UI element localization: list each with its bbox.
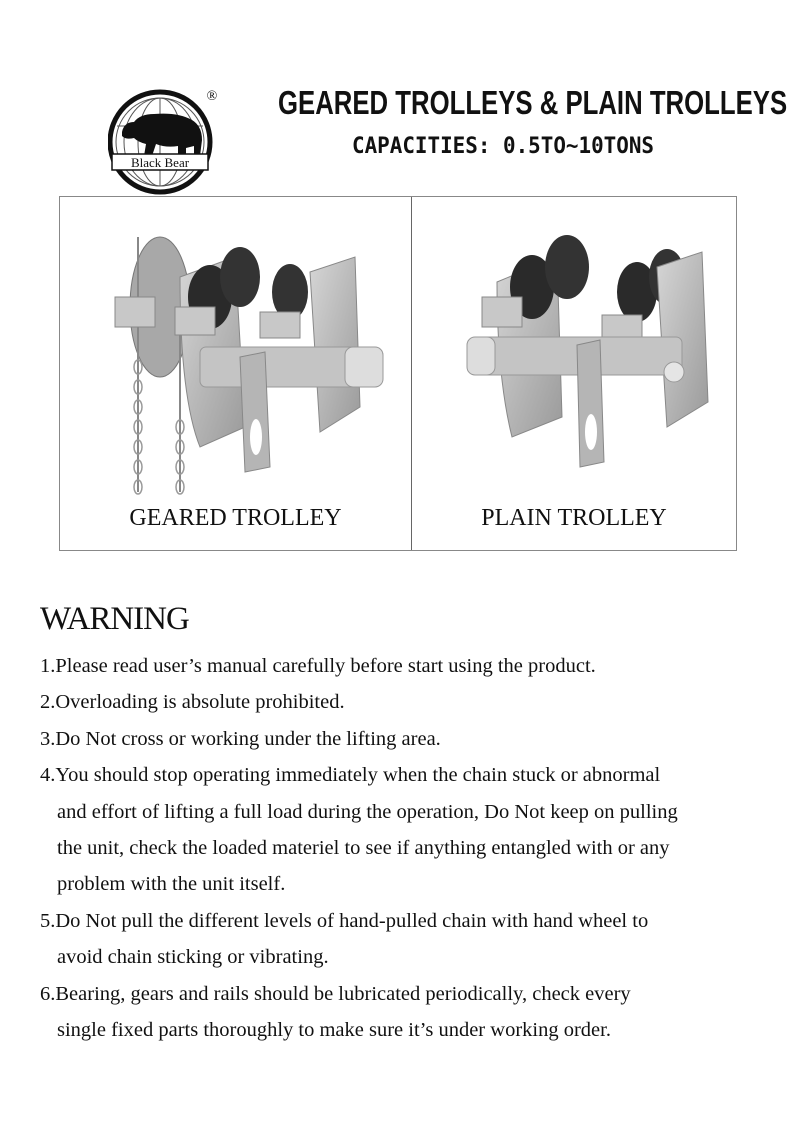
warning-item-4 <box>40 757 780 903</box>
page-title: GEARED TROLLEYS & PLAIN TROLLEYS <box>278 84 788 121</box>
svg-text:®: ® <box>206 89 218 104</box>
warning-heading: WARNING <box>40 601 189 637</box>
product-images-box <box>59 196 737 551</box>
warning-line: 1.Please read user’s manual carefully before start using the product. <box>40 655 596 677</box>
plain-trolley-caption: PLAIN TROLLEY <box>481 505 667 531</box>
warning-item-5 <box>40 903 780 976</box>
warning-item-2 <box>40 684 780 720</box>
plain-trolley-panel <box>412 197 736 550</box>
geared-trolley-illustration-icon <box>60 197 412 497</box>
geared-trolley-caption: GEARED TROLLEY <box>129 505 342 531</box>
warning-line: single fixed parts thoroughly to make sure it’s under working order. <box>57 1019 611 1042</box>
warning-line: 5.Do Not pull the different levels of hand-pulled chain with hand wheel to <box>40 909 649 932</box>
capacity-subtitle: CAPACITIES: 0.5TO~10TONS <box>352 134 654 159</box>
warning-line: 4.You should stop operating immediately when the chain stuck or abnormal <box>40 764 661 787</box>
warning-line: 3.Do Not cross or working under the lifting area. <box>40 727 441 750</box>
brand-logo <box>108 86 220 196</box>
svg-text:Black Bear: Black Bear <box>130 155 190 170</box>
warning-item-6 <box>40 976 780 1049</box>
warning-item-3 <box>40 721 780 757</box>
plain-trolley-illustration-icon <box>412 197 738 497</box>
warning-line: and effort of lifting a full load during the operation, Do Not keep on pulling <box>57 800 678 823</box>
warning-list <box>40 648 780 1048</box>
geared-trolley-panel <box>60 197 412 550</box>
warning-line: 6.Bearing, gears and rails should be lubricated periodically, check every <box>40 982 631 1005</box>
warning-item-1 <box>40 648 780 684</box>
warning-line: the unit, check the loaded materiel to see if anything entangled with or any <box>57 837 670 860</box>
warning-line: problem with the unit itself. <box>57 873 286 896</box>
black-bear-globe-icon <box>108 86 220 196</box>
warning-line: 2.Overloading is absolute prohibited. <box>40 691 345 714</box>
warning-line: avoid chain sticking or vibrating. <box>57 946 329 969</box>
